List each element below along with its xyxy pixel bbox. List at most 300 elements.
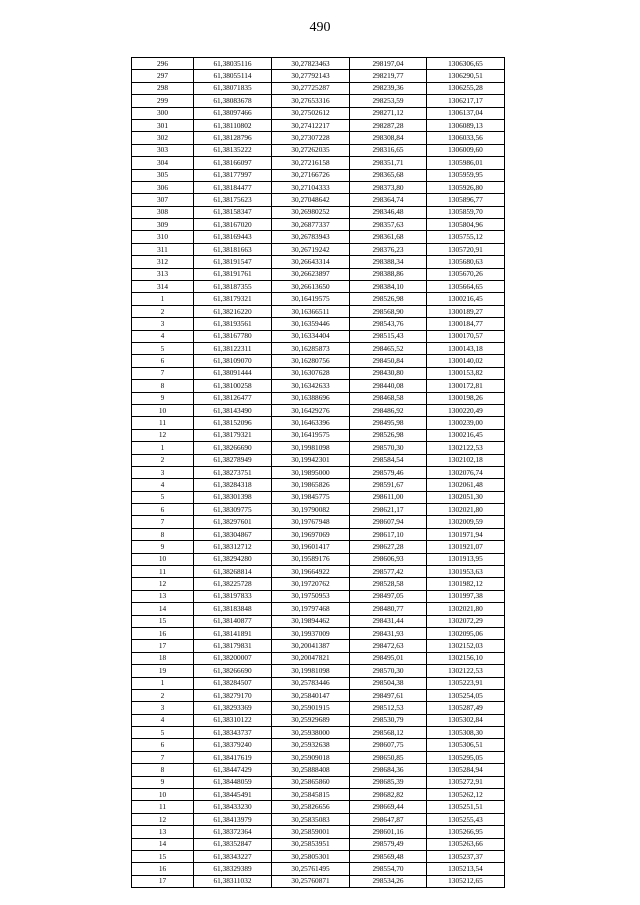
- longitude-cell: 30,25888408: [272, 764, 350, 776]
- point-number-cell: 8: [132, 380, 194, 392]
- longitude-cell: 30,19797468: [272, 603, 350, 615]
- table-row: [132, 677, 505, 689]
- point-number-cell: 306: [132, 181, 194, 193]
- table-row: [132, 541, 505, 553]
- point-number-cell: 309: [132, 219, 194, 231]
- latitude-cell: 61,38433230: [194, 801, 272, 813]
- y-coordinate-cell: 1302021,80: [427, 603, 505, 615]
- point-number-cell: 16: [132, 863, 194, 875]
- y-coordinate-cell: 1305284,94: [427, 764, 505, 776]
- longitude-cell: 30,25901915: [272, 702, 350, 714]
- latitude-cell: 61,38310122: [194, 714, 272, 726]
- longitude-cell: 30,20041387: [272, 640, 350, 652]
- point-number-cell: 4: [132, 330, 194, 342]
- x-coordinate-cell: 298440,08: [350, 380, 427, 392]
- point-number-cell: 298: [132, 82, 194, 94]
- table-row: [132, 429, 505, 441]
- x-coordinate-cell: 298388,86: [350, 268, 427, 280]
- point-number-cell: 297: [132, 70, 194, 82]
- latitude-cell: 61,38273751: [194, 466, 272, 478]
- table-row: [132, 330, 505, 342]
- table-row: [132, 256, 505, 268]
- latitude-cell: 61,38179321: [194, 429, 272, 441]
- x-coordinate-cell: 298465,52: [350, 342, 427, 354]
- y-coordinate-cell: 1305255,43: [427, 813, 505, 825]
- point-number-cell: 304: [132, 157, 194, 169]
- longitude-cell: 30,19895000: [272, 466, 350, 478]
- x-coordinate-cell: 298495,01: [350, 652, 427, 664]
- point-number-cell: 16: [132, 627, 194, 639]
- x-coordinate-cell: 298316,65: [350, 144, 427, 156]
- latitude-cell: 61,38216220: [194, 305, 272, 317]
- point-number-cell: 10: [132, 404, 194, 416]
- x-coordinate-cell: 298607,94: [350, 516, 427, 528]
- point-number-cell: 12: [132, 429, 194, 441]
- x-coordinate-cell: 298569,48: [350, 851, 427, 863]
- x-coordinate-cell: 298650,85: [350, 751, 427, 763]
- table-row: [132, 119, 505, 131]
- point-number-cell: 6: [132, 504, 194, 516]
- y-coordinate-cell: 1305680,63: [427, 256, 505, 268]
- coordinates-table-body: [132, 58, 505, 888]
- x-coordinate-cell: 298364,74: [350, 194, 427, 206]
- table-row: [132, 516, 505, 528]
- longitude-cell: 30,16285873: [272, 342, 350, 354]
- y-coordinate-cell: 1305302,84: [427, 714, 505, 726]
- longitude-cell: 30,26877337: [272, 219, 350, 231]
- x-coordinate-cell: 298512,53: [350, 702, 427, 714]
- longitude-cell: 30,27048642: [272, 194, 350, 206]
- table-row: [132, 665, 505, 677]
- table-row: [132, 281, 505, 293]
- latitude-cell: 61,38225728: [194, 578, 272, 590]
- table-row: [132, 528, 505, 540]
- point-number-cell: 1: [132, 293, 194, 305]
- table-row: [132, 504, 505, 516]
- latitude-cell: 61,38166097: [194, 157, 272, 169]
- point-number-cell: 6: [132, 739, 194, 751]
- x-coordinate-cell: 298526,98: [350, 293, 427, 305]
- x-coordinate-cell: 298601,16: [350, 826, 427, 838]
- longitude-cell: 30,25840147: [272, 689, 350, 701]
- table-row: [132, 392, 505, 404]
- table-row: [132, 813, 505, 825]
- x-coordinate-cell: 298504,38: [350, 677, 427, 689]
- latitude-cell: 61,38268814: [194, 566, 272, 578]
- latitude-cell: 61,38447429: [194, 764, 272, 776]
- x-coordinate-cell: 298530,79: [350, 714, 427, 726]
- point-number-cell: 17: [132, 875, 194, 887]
- y-coordinate-cell: 1300143,18: [427, 342, 505, 354]
- latitude-cell: 61,38448059: [194, 776, 272, 788]
- longitude-cell: 30,27216158: [272, 157, 350, 169]
- table-row: [132, 169, 505, 181]
- x-coordinate-cell: 298611,00: [350, 491, 427, 503]
- y-coordinate-cell: 1300189,27: [427, 305, 505, 317]
- latitude-cell: 61,38167020: [194, 219, 272, 231]
- point-number-cell: 312: [132, 256, 194, 268]
- latitude-cell: 61,38141891: [194, 627, 272, 639]
- longitude-cell: 30,19942301: [272, 454, 350, 466]
- longitude-cell: 30,27307228: [272, 132, 350, 144]
- point-number-cell: 3: [132, 466, 194, 478]
- table-row: [132, 466, 505, 478]
- point-number-cell: 11: [132, 417, 194, 429]
- table-row: [132, 318, 505, 330]
- longitude-cell: 30,26643314: [272, 256, 350, 268]
- longitude-cell: 30,26783943: [272, 231, 350, 243]
- longitude-cell: 30,16307628: [272, 367, 350, 379]
- point-number-cell: 7: [132, 367, 194, 379]
- table-row: [132, 367, 505, 379]
- y-coordinate-cell: 1301997,38: [427, 590, 505, 602]
- x-coordinate-cell: 298253,59: [350, 95, 427, 107]
- table-row: [132, 479, 505, 491]
- table-row: [132, 689, 505, 701]
- y-coordinate-cell: 1301913,95: [427, 553, 505, 565]
- longitude-cell: 30,19894462: [272, 615, 350, 627]
- table-row: [132, 826, 505, 838]
- point-number-cell: 299: [132, 95, 194, 107]
- x-coordinate-cell: 298526,98: [350, 429, 427, 441]
- table-row: [132, 764, 505, 776]
- latitude-cell: 61,38309775: [194, 504, 272, 516]
- point-number-cell: 14: [132, 603, 194, 615]
- x-coordinate-cell: 298543,76: [350, 318, 427, 330]
- x-coordinate-cell: 298684,36: [350, 764, 427, 776]
- point-number-cell: 14: [132, 838, 194, 850]
- y-coordinate-cell: 1301921,07: [427, 541, 505, 553]
- table-row: [132, 417, 505, 429]
- point-number-cell: 302: [132, 132, 194, 144]
- table-row: [132, 789, 505, 801]
- table-row: [132, 578, 505, 590]
- x-coordinate-cell: 298219,77: [350, 70, 427, 82]
- table-row: [132, 95, 505, 107]
- latitude-cell: 61,38181663: [194, 243, 272, 255]
- y-coordinate-cell: 1301953,63: [427, 566, 505, 578]
- point-number-cell: 300: [132, 107, 194, 119]
- latitude-cell: 61,38343227: [194, 851, 272, 863]
- x-coordinate-cell: 298271,12: [350, 107, 427, 119]
- coordinates-table: [131, 57, 505, 888]
- point-number-cell: 3: [132, 318, 194, 330]
- longitude-cell: 30,27725287: [272, 82, 350, 94]
- table-row: [132, 603, 505, 615]
- y-coordinate-cell: 1305272,91: [427, 776, 505, 788]
- longitude-cell: 30,16419575: [272, 293, 350, 305]
- latitude-cell: 61,38311032: [194, 875, 272, 887]
- y-coordinate-cell: 1305859,70: [427, 206, 505, 218]
- x-coordinate-cell: 298621,17: [350, 504, 427, 516]
- latitude-cell: 61,38445491: [194, 789, 272, 801]
- x-coordinate-cell: 298685,39: [350, 776, 427, 788]
- point-number-cell: 8: [132, 528, 194, 540]
- table-row: [132, 355, 505, 367]
- x-coordinate-cell: 298376,23: [350, 243, 427, 255]
- longitude-cell: 30,25909018: [272, 751, 350, 763]
- x-coordinate-cell: 298497,61: [350, 689, 427, 701]
- x-coordinate-cell: 298468,58: [350, 392, 427, 404]
- y-coordinate-cell: 1300140,02: [427, 355, 505, 367]
- point-number-cell: 9: [132, 392, 194, 404]
- x-coordinate-cell: 298579,49: [350, 838, 427, 850]
- x-coordinate-cell: 298365,68: [350, 169, 427, 181]
- x-coordinate-cell: 298351,71: [350, 157, 427, 169]
- x-coordinate-cell: 298669,44: [350, 801, 427, 813]
- longitude-cell: 30,26980252: [272, 206, 350, 218]
- y-coordinate-cell: 1306137,04: [427, 107, 505, 119]
- y-coordinate-cell: 1305212,65: [427, 875, 505, 887]
- point-number-cell: 10: [132, 553, 194, 565]
- table-row: [132, 640, 505, 652]
- table-row: [132, 627, 505, 639]
- table-row: [132, 342, 505, 354]
- longitude-cell: 30,19601417: [272, 541, 350, 553]
- latitude-cell: 61,38169443: [194, 231, 272, 243]
- point-number-cell: 12: [132, 578, 194, 590]
- longitude-cell: 30,19589176: [272, 553, 350, 565]
- table-row: [132, 231, 505, 243]
- y-coordinate-cell: 1305262,12: [427, 789, 505, 801]
- point-number-cell: 303: [132, 144, 194, 156]
- longitude-cell: 30,25761495: [272, 863, 350, 875]
- y-coordinate-cell: 1305664,65: [427, 281, 505, 293]
- longitude-cell: 30,25783446: [272, 677, 350, 689]
- table-row: [132, 491, 505, 503]
- point-number-cell: 15: [132, 851, 194, 863]
- y-coordinate-cell: 1301971,94: [427, 528, 505, 540]
- point-number-cell: 5: [132, 342, 194, 354]
- point-number-cell: 10: [132, 789, 194, 801]
- y-coordinate-cell: 1305251,51: [427, 801, 505, 813]
- page-number: 490: [309, 20, 331, 35]
- y-coordinate-cell: 1302095,06: [427, 627, 505, 639]
- longitude-cell: 30,19664922: [272, 566, 350, 578]
- point-number-cell: 18: [132, 652, 194, 664]
- latitude-cell: 61,38109070: [194, 355, 272, 367]
- longitude-cell: 30,19750953: [272, 590, 350, 602]
- table-row: [132, 776, 505, 788]
- latitude-cell: 61,38175623: [194, 194, 272, 206]
- longitude-cell: 30,27823463: [272, 58, 350, 70]
- table-row: [132, 268, 505, 280]
- latitude-cell: 61,38352847: [194, 838, 272, 850]
- point-number-cell: 17: [132, 640, 194, 652]
- x-coordinate-cell: 298495,98: [350, 417, 427, 429]
- point-number-cell: 7: [132, 751, 194, 763]
- latitude-cell: 61,38312712: [194, 541, 272, 553]
- longitude-cell: 30,25805301: [272, 851, 350, 863]
- table-row: [132, 305, 505, 317]
- point-number-cell: 9: [132, 541, 194, 553]
- table-row: [132, 181, 505, 193]
- x-coordinate-cell: 298239,36: [350, 82, 427, 94]
- table-row: [132, 243, 505, 255]
- table-row: [132, 70, 505, 82]
- x-coordinate-cell: 298497,05: [350, 590, 427, 602]
- y-coordinate-cell: 1305804,96: [427, 219, 505, 231]
- y-coordinate-cell: 1302156,10: [427, 652, 505, 664]
- point-number-cell: 313: [132, 268, 194, 280]
- y-coordinate-cell: 1302072,29: [427, 615, 505, 627]
- table-row: [132, 442, 505, 454]
- x-coordinate-cell: 298472,63: [350, 640, 427, 652]
- latitude-cell: 61,38071835: [194, 82, 272, 94]
- y-coordinate-cell: 1302122,53: [427, 665, 505, 677]
- latitude-cell: 61,38035116: [194, 58, 272, 70]
- latitude-cell: 61,38126477: [194, 392, 272, 404]
- x-coordinate-cell: 298197,04: [350, 58, 427, 70]
- point-number-cell: 15: [132, 615, 194, 627]
- x-coordinate-cell: 298568,12: [350, 727, 427, 739]
- latitude-cell: 61,38128796: [194, 132, 272, 144]
- x-coordinate-cell: 298584,54: [350, 454, 427, 466]
- table-row: [132, 615, 505, 627]
- y-coordinate-cell: 1305959,95: [427, 169, 505, 181]
- point-number-cell: 5: [132, 491, 194, 503]
- table-row: [132, 380, 505, 392]
- longitude-cell: 30,27104333: [272, 181, 350, 193]
- table-row: [132, 751, 505, 763]
- table-row: [132, 206, 505, 218]
- y-coordinate-cell: 1305755,12: [427, 231, 505, 243]
- longitude-cell: 30,27792143: [272, 70, 350, 82]
- point-number-cell: 4: [132, 479, 194, 491]
- table-row: [132, 590, 505, 602]
- table-row: [132, 82, 505, 94]
- longitude-cell: 30,27262035: [272, 144, 350, 156]
- x-coordinate-cell: 298570,30: [350, 665, 427, 677]
- table-row: [132, 404, 505, 416]
- x-coordinate-cell: 298357,63: [350, 219, 427, 231]
- x-coordinate-cell: 298287,28: [350, 119, 427, 131]
- latitude-cell: 61,38152096: [194, 417, 272, 429]
- y-coordinate-cell: 1306290,51: [427, 70, 505, 82]
- latitude-cell: 61,38091444: [194, 367, 272, 379]
- table-row: [132, 219, 505, 231]
- x-coordinate-cell: 298554,70: [350, 863, 427, 875]
- x-coordinate-cell: 298607,75: [350, 739, 427, 751]
- point-number-cell: 13: [132, 590, 194, 602]
- latitude-cell: 61,38193561: [194, 318, 272, 330]
- latitude-cell: 61,38304867: [194, 528, 272, 540]
- x-coordinate-cell: 298515,43: [350, 330, 427, 342]
- y-coordinate-cell: 1305237,37: [427, 851, 505, 863]
- y-coordinate-cell: 1305926,80: [427, 181, 505, 193]
- longitude-cell: 30,16388696: [272, 392, 350, 404]
- x-coordinate-cell: 298431,93: [350, 627, 427, 639]
- latitude-cell: 61,38266690: [194, 442, 272, 454]
- y-coordinate-cell: 1300239,00: [427, 417, 505, 429]
- longitude-cell: 30,19790082: [272, 504, 350, 516]
- latitude-cell: 61,38140877: [194, 615, 272, 627]
- y-coordinate-cell: 1305263,66: [427, 838, 505, 850]
- point-number-cell: 11: [132, 801, 194, 813]
- y-coordinate-cell: 1306255,28: [427, 82, 505, 94]
- table-row: [132, 157, 505, 169]
- latitude-cell: 61,38293369: [194, 702, 272, 714]
- y-coordinate-cell: 1302102,18: [427, 454, 505, 466]
- y-coordinate-cell: 1306217,17: [427, 95, 505, 107]
- longitude-cell: 30,19937009: [272, 627, 350, 639]
- y-coordinate-cell: 1302061,48: [427, 479, 505, 491]
- latitude-cell: 61,38187355: [194, 281, 272, 293]
- point-number-cell: 6: [132, 355, 194, 367]
- latitude-cell: 61,38191547: [194, 256, 272, 268]
- y-coordinate-cell: 1300172,81: [427, 380, 505, 392]
- x-coordinate-cell: 298430,80: [350, 367, 427, 379]
- latitude-cell: 61,38297601: [194, 516, 272, 528]
- longitude-cell: 30,27166726: [272, 169, 350, 181]
- latitude-cell: 61,38167780: [194, 330, 272, 342]
- table-row: [132, 144, 505, 156]
- table-row: [132, 851, 505, 863]
- point-number-cell: 311: [132, 243, 194, 255]
- longitude-cell: 30,16359446: [272, 318, 350, 330]
- y-coordinate-cell: 1302051,30: [427, 491, 505, 503]
- latitude-cell: 61,38179831: [194, 640, 272, 652]
- x-coordinate-cell: 298450,84: [350, 355, 427, 367]
- table-row: [132, 838, 505, 850]
- latitude-cell: 61,38278949: [194, 454, 272, 466]
- y-coordinate-cell: 1306033,56: [427, 132, 505, 144]
- point-number-cell: 307: [132, 194, 194, 206]
- y-coordinate-cell: 1305213,54: [427, 863, 505, 875]
- x-coordinate-cell: 298577,42: [350, 566, 427, 578]
- table-row: [132, 293, 505, 305]
- table-row: [132, 553, 505, 565]
- latitude-cell: 61,38417619: [194, 751, 272, 763]
- x-coordinate-cell: 298373,80: [350, 181, 427, 193]
- x-coordinate-cell: 298534,26: [350, 875, 427, 887]
- point-number-cell: 4: [132, 714, 194, 726]
- x-coordinate-cell: 298388,34: [350, 256, 427, 268]
- x-coordinate-cell: 298568,90: [350, 305, 427, 317]
- x-coordinate-cell: 298682,82: [350, 789, 427, 801]
- latitude-cell: 61,38294280: [194, 553, 272, 565]
- x-coordinate-cell: 298528,58: [350, 578, 427, 590]
- y-coordinate-cell: 1300170,57: [427, 330, 505, 342]
- point-number-cell: 12: [132, 813, 194, 825]
- latitude-cell: 61,38284507: [194, 677, 272, 689]
- latitude-cell: 61,38100258: [194, 380, 272, 392]
- table-row: [132, 863, 505, 875]
- longitude-cell: 30,16419575: [272, 429, 350, 441]
- y-coordinate-cell: 1305266,95: [427, 826, 505, 838]
- longitude-cell: 30,26613650: [272, 281, 350, 293]
- y-coordinate-cell: 1305223,91: [427, 677, 505, 689]
- y-coordinate-cell: 1301982,12: [427, 578, 505, 590]
- longitude-cell: 30,19697069: [272, 528, 350, 540]
- longitude-cell: 30,25845815: [272, 789, 350, 801]
- latitude-cell: 61,38191761: [194, 268, 272, 280]
- point-number-cell: 314: [132, 281, 194, 293]
- longitude-cell: 30,16366511: [272, 305, 350, 317]
- point-number-cell: 3: [132, 702, 194, 714]
- longitude-cell: 30,19865826: [272, 479, 350, 491]
- point-number-cell: 7: [132, 516, 194, 528]
- longitude-cell: 30,27502612: [272, 107, 350, 119]
- table-row: [132, 727, 505, 739]
- latitude-cell: 61,38279170: [194, 689, 272, 701]
- x-coordinate-cell: 298570,30: [350, 442, 427, 454]
- y-coordinate-cell: 1300198,26: [427, 392, 505, 404]
- y-coordinate-cell: 1300153,82: [427, 367, 505, 379]
- longitude-cell: 30,25865860: [272, 776, 350, 788]
- latitude-cell: 61,38158347: [194, 206, 272, 218]
- latitude-cell: 61,38135222: [194, 144, 272, 156]
